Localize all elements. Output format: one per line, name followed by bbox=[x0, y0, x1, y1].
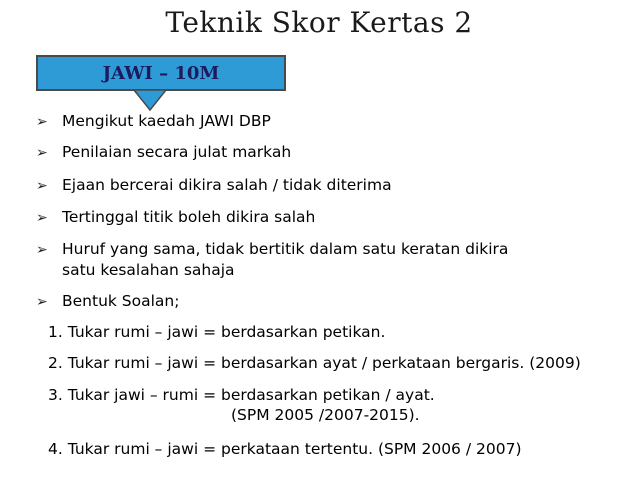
bullet-text: Ejaan bercerai dikira salah / tidak diterima bbox=[62, 176, 392, 194]
bullet-arrow-icon: ➢ bbox=[36, 294, 48, 310]
bullet-item bbox=[36, 175, 392, 196]
bullet-arrow-icon: ➢ bbox=[36, 114, 48, 130]
bullet-item bbox=[36, 207, 315, 228]
numbered-item: 2. Tukar rumi – jawi = berdasarkan ayat / perkataan bergaris. (2009) bbox=[48, 354, 581, 372]
numbered-item bbox=[48, 385, 435, 425]
bullet-text: Huruf yang sama, tidak bertitik dalam satu keratan dikira bbox=[62, 240, 509, 258]
bullet-item bbox=[36, 142, 291, 163]
bullet-arrow-icon: ➢ bbox=[36, 145, 48, 161]
slide-title: Teknik Skor Kertas 2 bbox=[165, 6, 473, 39]
bullet-text: Bentuk Soalan; bbox=[62, 292, 180, 310]
bullet-text: Mengikut kaedah JAWI DBP bbox=[62, 112, 271, 130]
bullet-item bbox=[36, 111, 271, 132]
bullet-arrow-icon: ➢ bbox=[36, 178, 48, 194]
numbered-item: 4. Tukar rumi – jawi = perkataan tertentu. (SPM 2006 / 2007) bbox=[48, 440, 522, 458]
bullet-item bbox=[36, 239, 508, 280]
bullet-item bbox=[36, 291, 179, 312]
numbered-item: 1. Tukar rumi – jawi = berdasarkan petikan. bbox=[48, 323, 386, 341]
bullet-arrow-icon: ➢ bbox=[36, 242, 48, 258]
bullet-text: Tertinggal titik boleh dikira salah bbox=[62, 208, 316, 226]
numbered-text: 3. Tukar jawi – rumi = berdasarkan petikan / ayat. bbox=[48, 386, 435, 404]
banner-label: JAWI – 10M bbox=[102, 62, 220, 84]
numbered-continuation: (SPM 2005 /2007-2015). bbox=[231, 406, 420, 424]
section-banner bbox=[36, 55, 286, 91]
down-arrow-icon bbox=[133, 89, 167, 111]
bullet-continuation: satu kesalahan sahaja bbox=[62, 261, 235, 279]
bullet-text: Penilaian secara julat markah bbox=[62, 143, 292, 161]
bullet-arrow-icon: ➢ bbox=[36, 210, 48, 226]
